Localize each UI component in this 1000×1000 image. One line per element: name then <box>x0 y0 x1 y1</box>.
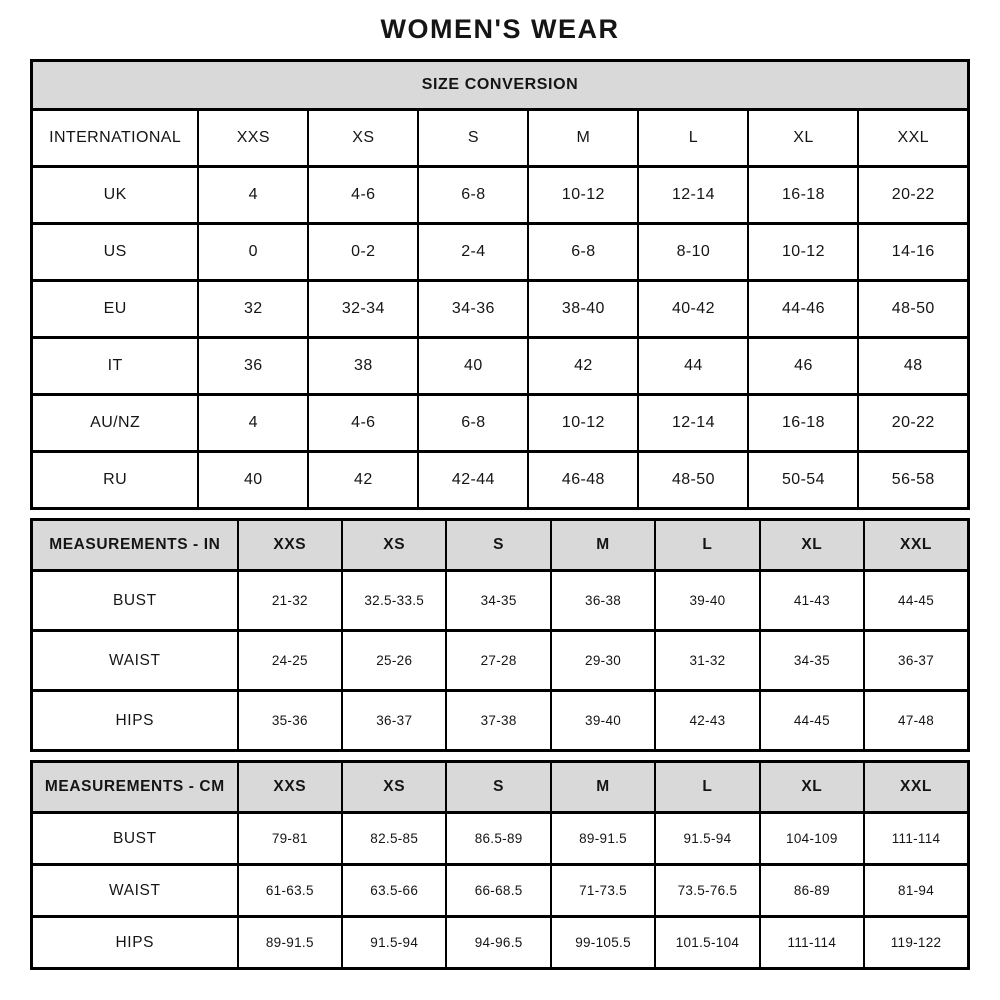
cell-value: 2-4 <box>418 224 528 281</box>
cell-value: 48-50 <box>638 452 748 509</box>
cell-value: 46 <box>748 338 858 395</box>
cell-value: 61-63.5 <box>238 865 342 917</box>
column-header: XXS <box>238 762 342 813</box>
size-conversion-body <box>32 110 969 509</box>
cell-value: 10-12 <box>528 167 638 224</box>
cell-value: 111-114 <box>760 917 864 969</box>
cell-value: 36-37 <box>342 691 446 751</box>
cell-value: 39-40 <box>655 571 759 631</box>
cell-value: 99-105.5 <box>551 917 655 969</box>
row-label: RU <box>32 452 199 509</box>
cell-value: XXL <box>858 110 968 167</box>
cell-value: 4-6 <box>308 395 418 452</box>
measurements-in-body <box>32 571 969 751</box>
cell-value: 14-16 <box>858 224 968 281</box>
cell-value: 34-35 <box>446 571 550 631</box>
cell-value: 36 <box>198 338 308 395</box>
table-row <box>32 395 969 452</box>
table-row <box>32 865 969 917</box>
cell-value: 16-18 <box>748 395 858 452</box>
cell-value: 41-43 <box>760 571 864 631</box>
table-title: SIZE CONVERSION <box>32 61 969 110</box>
table-row <box>32 917 969 969</box>
cell-value: 6-8 <box>528 224 638 281</box>
row-label: WAIST <box>32 631 238 691</box>
cell-value: 42-44 <box>418 452 528 509</box>
row-label: EU <box>32 281 199 338</box>
table-row <box>32 167 969 224</box>
cell-value: 44-45 <box>760 691 864 751</box>
cell-value: 81-94 <box>864 865 968 917</box>
cell-value: 63.5-66 <box>342 865 446 917</box>
cell-value: 50-54 <box>748 452 858 509</box>
cell-value: 89-91.5 <box>551 813 655 865</box>
cell-value: 48-50 <box>858 281 968 338</box>
cell-value: 16-18 <box>748 167 858 224</box>
cell-value: 44-46 <box>748 281 858 338</box>
cell-value: 56-58 <box>858 452 968 509</box>
cell-value: 42-43 <box>655 691 759 751</box>
column-header: L <box>655 520 759 571</box>
page-title: WOMEN'S WEAR <box>380 14 620 44</box>
table-row <box>32 813 969 865</box>
cell-value: 119-122 <box>864 917 968 969</box>
table-header-row <box>32 61 969 110</box>
cell-value: 34-35 <box>760 631 864 691</box>
row-label: INTERNATIONAL <box>32 110 199 167</box>
table-row <box>32 571 969 631</box>
column-header: S <box>446 520 550 571</box>
row-label: AU/NZ <box>32 395 199 452</box>
cell-value: 91.5-94 <box>655 813 759 865</box>
cell-value: 40 <box>198 452 308 509</box>
cell-value: 27-28 <box>446 631 550 691</box>
cell-value: 40-42 <box>638 281 748 338</box>
cell-value: 4 <box>198 167 308 224</box>
table-header-row <box>32 520 969 571</box>
cell-value: 48 <box>858 338 968 395</box>
cell-value: 8-10 <box>638 224 748 281</box>
row-label: WAIST <box>32 865 238 917</box>
cell-value: 12-14 <box>638 167 748 224</box>
cell-value: 71-73.5 <box>551 865 655 917</box>
cell-value: S <box>418 110 528 167</box>
cell-value: 10-12 <box>528 395 638 452</box>
cell-value: 91.5-94 <box>342 917 446 969</box>
column-header: S <box>446 762 550 813</box>
cell-value: 36-38 <box>551 571 655 631</box>
column-header: XS <box>342 762 446 813</box>
cell-value: 35-36 <box>238 691 342 751</box>
cell-value: 20-22 <box>858 395 968 452</box>
cell-value: 42 <box>528 338 638 395</box>
cell-value: 34-36 <box>418 281 528 338</box>
column-header: XL <box>760 520 864 571</box>
cell-value: 39-40 <box>551 691 655 751</box>
row-label: HIPS <box>32 691 238 751</box>
cell-value: XS <box>308 110 418 167</box>
cell-value: 4-6 <box>308 167 418 224</box>
cell-value: 10-12 <box>748 224 858 281</box>
measurements-in-table <box>30 518 970 752</box>
cell-value: 44 <box>638 338 748 395</box>
cell-value: XXS <box>198 110 308 167</box>
table-header-row <box>32 762 969 813</box>
cell-value: 32.5-33.5 <box>342 571 446 631</box>
cell-value: 24-25 <box>238 631 342 691</box>
table-row <box>32 110 969 167</box>
cell-value: 44-45 <box>864 571 968 631</box>
cell-value: 86.5-89 <box>446 813 550 865</box>
cell-value: 111-114 <box>864 813 968 865</box>
cell-value: XL <box>748 110 858 167</box>
cell-value: 32-34 <box>308 281 418 338</box>
row-label: IT <box>32 338 199 395</box>
column-header: XXL <box>864 762 968 813</box>
cell-value: 47-48 <box>864 691 968 751</box>
row-label: BUST <box>32 571 238 631</box>
cell-value: 40 <box>418 338 528 395</box>
table-row <box>32 691 969 751</box>
cell-value: L <box>638 110 748 167</box>
cell-value: 25-26 <box>342 631 446 691</box>
cell-value: 38 <box>308 338 418 395</box>
cell-value: 94-96.5 <box>446 917 550 969</box>
column-header: L <box>655 762 759 813</box>
measurements-cm-table <box>30 760 970 970</box>
cell-value: 32 <box>198 281 308 338</box>
cell-value: 31-32 <box>655 631 759 691</box>
cell-value: 42 <box>308 452 418 509</box>
cell-value: 0-2 <box>308 224 418 281</box>
row-label: HIPS <box>32 917 238 969</box>
cell-value: 101.5-104 <box>655 917 759 969</box>
row-label: BUST <box>32 813 238 865</box>
table-row <box>32 338 969 395</box>
row-label: US <box>32 224 199 281</box>
cell-value: 37-38 <box>446 691 550 751</box>
table-row <box>32 452 969 509</box>
table-row <box>32 224 969 281</box>
cell-value: 89-91.5 <box>238 917 342 969</box>
cell-value: 12-14 <box>638 395 748 452</box>
column-header: M <box>551 762 655 813</box>
cell-value: 66-68.5 <box>446 865 550 917</box>
measurements-cm-body <box>32 813 969 969</box>
column-header: XS <box>342 520 446 571</box>
cell-value: 6-8 <box>418 395 528 452</box>
cell-value: 38-40 <box>528 281 638 338</box>
table-title: MEASUREMENTS - IN <box>32 520 238 571</box>
table-row <box>32 281 969 338</box>
cell-value: 86-89 <box>760 865 864 917</box>
cell-value: 21-32 <box>238 571 342 631</box>
column-header: XL <box>760 762 864 813</box>
column-header: XXL <box>864 520 968 571</box>
cell-value: 29-30 <box>551 631 655 691</box>
cell-value: 0 <box>198 224 308 281</box>
cell-value: 79-81 <box>238 813 342 865</box>
cell-value: 36-37 <box>864 631 968 691</box>
column-header: M <box>551 520 655 571</box>
cell-value: 6-8 <box>418 167 528 224</box>
cell-value: 4 <box>198 395 308 452</box>
column-header: XXS <box>238 520 342 571</box>
table-title: MEASUREMENTS - CM <box>32 762 238 813</box>
cell-value: 73.5-76.5 <box>655 865 759 917</box>
cell-value: M <box>528 110 638 167</box>
size-conversion-table <box>30 59 970 510</box>
cell-value: 82.5-85 <box>342 813 446 865</box>
cell-value: 20-22 <box>858 167 968 224</box>
cell-value: 104-109 <box>760 813 864 865</box>
table-row <box>32 631 969 691</box>
row-label: UK <box>32 167 199 224</box>
cell-value: 46-48 <box>528 452 638 509</box>
